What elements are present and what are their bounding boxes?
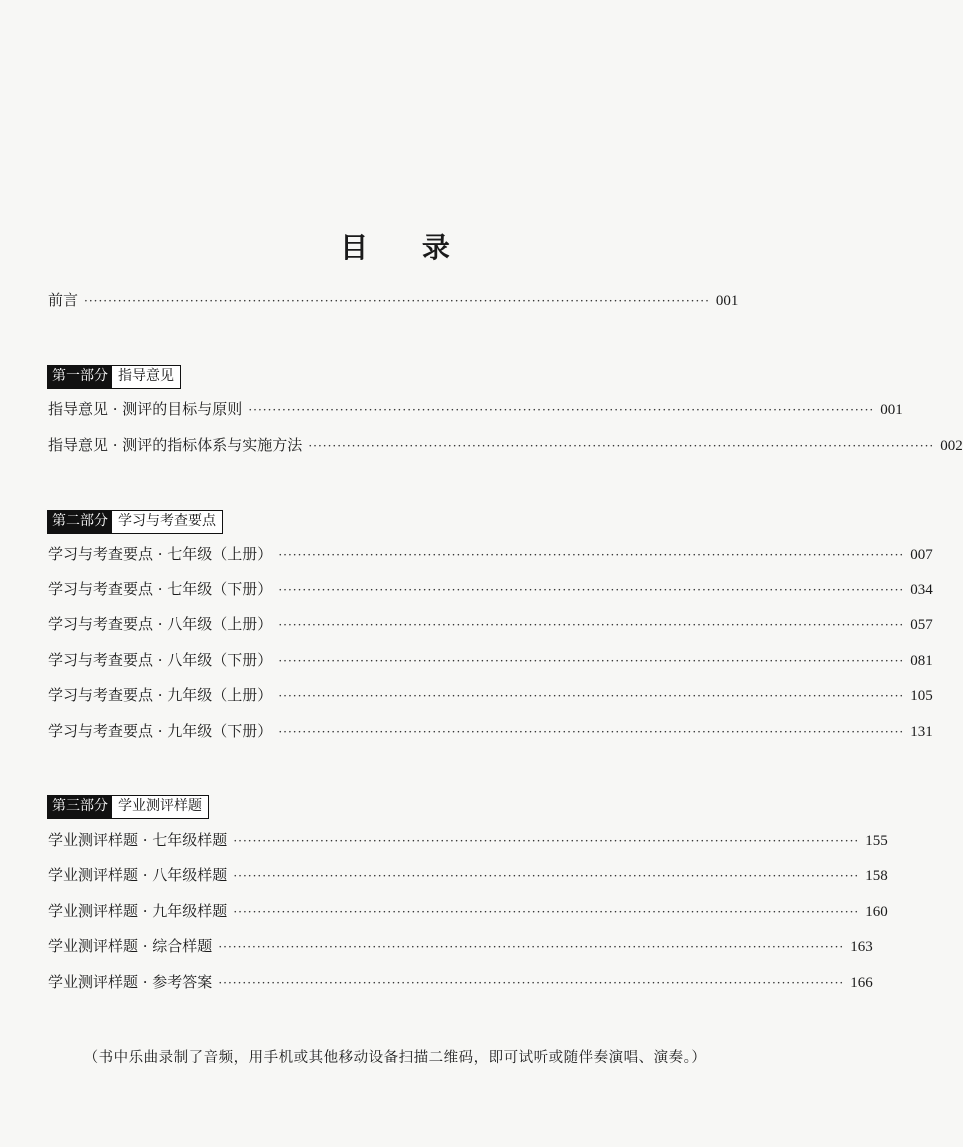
toc-entry-label: 指导意见 · 测评的目标与原则 bbox=[48, 400, 243, 418]
part-number: 第二部分 bbox=[48, 511, 112, 533]
toc-entry-page: 158 bbox=[865, 868, 888, 884]
toc-entry[interactable] bbox=[48, 613, 933, 635]
toc-entry-label: 指导意见 · 测评的指标体系与实施方法 bbox=[48, 436, 303, 454]
part-number: 第三部分 bbox=[48, 796, 112, 818]
leader-dots: ·································································································································· bbox=[278, 689, 905, 703]
toc-entry-label: 学业测评样题 · 七年级样题 bbox=[48, 831, 228, 849]
toc-entry-page: 007 bbox=[910, 547, 933, 563]
audio-note: （书中乐曲录制了音频，用手机或其他移动设备扫描二维码，即可试听或随伴奏演唱、演奏。） bbox=[83, 1050, 707, 1066]
toc-entry-page: 166 bbox=[850, 975, 873, 991]
toc-entry[interactable] bbox=[48, 578, 933, 600]
toc-entry-page: 160 bbox=[865, 904, 888, 920]
part-title: 学业测评样题 bbox=[112, 796, 208, 818]
leader-dots: ·································································································································· bbox=[84, 294, 710, 308]
toc-entry-label: 学习与考查要点 · 八年级（下册） bbox=[48, 651, 273, 669]
toc-entry[interactable] bbox=[48, 829, 888, 851]
toc-entry[interactable] bbox=[48, 649, 933, 671]
toc-entry[interactable] bbox=[48, 864, 888, 886]
leader-dots: ·································································································································· bbox=[218, 976, 845, 990]
leader-dots: ·································································································································· bbox=[233, 869, 860, 883]
toc-entry-page: 001 bbox=[880, 402, 903, 418]
leader-dots: ·································································································································· bbox=[278, 654, 905, 668]
toc-entry-label: 学业测评样题 · 八年级样题 bbox=[48, 866, 228, 884]
toc-entry-page: 001 bbox=[715, 293, 739, 309]
leader-dots: ·································································································································· bbox=[278, 583, 905, 597]
part-heading-2 bbox=[47, 510, 223, 534]
leader-dots: ·································································································································· bbox=[278, 548, 905, 562]
toc-entry-label: 学习与考查要点 · 七年级（下册） bbox=[48, 580, 273, 598]
toc-entry-preface[interactable] bbox=[48, 289, 739, 311]
leader-dots: ·································································································································· bbox=[308, 439, 935, 453]
toc-entry-label: 学习与考查要点 · 九年级（下册） bbox=[48, 722, 273, 740]
toc-entry-label: 学习与考查要点 · 八年级（上册） bbox=[48, 615, 273, 633]
toc-entry-page: 105 bbox=[910, 688, 933, 704]
toc-entry-label: 学业测评样题 · 综合样题 bbox=[48, 937, 213, 955]
toc-entry-page: 002 bbox=[940, 438, 963, 454]
toc-entry[interactable] bbox=[48, 935, 873, 957]
toc-entry[interactable] bbox=[48, 684, 933, 706]
toc-entry-page: 034 bbox=[910, 582, 933, 598]
toc-entry-page: 163 bbox=[850, 939, 873, 955]
toc-entry[interactable] bbox=[48, 720, 933, 742]
toc-entry[interactable] bbox=[48, 900, 888, 922]
page-title: 目 录 bbox=[340, 231, 472, 264]
toc-entry-label: 学习与考查要点 · 七年级（上册） bbox=[48, 545, 273, 563]
part-heading-3 bbox=[47, 795, 209, 819]
toc-entry-label: 学习与考查要点 · 九年级（上册） bbox=[48, 686, 273, 704]
toc-entry-label: 前言 bbox=[48, 291, 79, 309]
leader-dots: ·································································································································· bbox=[218, 940, 845, 954]
part-title: 指导意见 bbox=[112, 366, 180, 388]
toc-entry[interactable] bbox=[48, 398, 903, 420]
toc-entry-page: 155 bbox=[865, 833, 888, 849]
toc-entry[interactable] bbox=[48, 971, 873, 993]
part-title: 学习与考查要点 bbox=[112, 511, 222, 533]
toc-entry[interactable] bbox=[48, 543, 933, 565]
toc-entry-page: 057 bbox=[910, 617, 933, 633]
leader-dots: ·································································································································· bbox=[233, 834, 860, 848]
toc-entry-page: 081 bbox=[910, 653, 933, 669]
leader-dots: ·································································································································· bbox=[233, 905, 860, 919]
part-number: 第一部分 bbox=[48, 366, 112, 388]
leader-dots: ·································································································································· bbox=[248, 403, 875, 417]
leader-dots: ·································································································································· bbox=[278, 725, 905, 739]
leader-dots: ·································································································································· bbox=[278, 618, 905, 632]
toc-entry-page: 131 bbox=[910, 724, 933, 740]
toc-entry-label: 学业测评样题 · 参考答案 bbox=[48, 973, 213, 991]
toc-entry[interactable] bbox=[48, 434, 963, 456]
toc-entry-label: 学业测评样题 · 九年级样题 bbox=[48, 902, 228, 920]
part-heading-1 bbox=[47, 365, 181, 389]
